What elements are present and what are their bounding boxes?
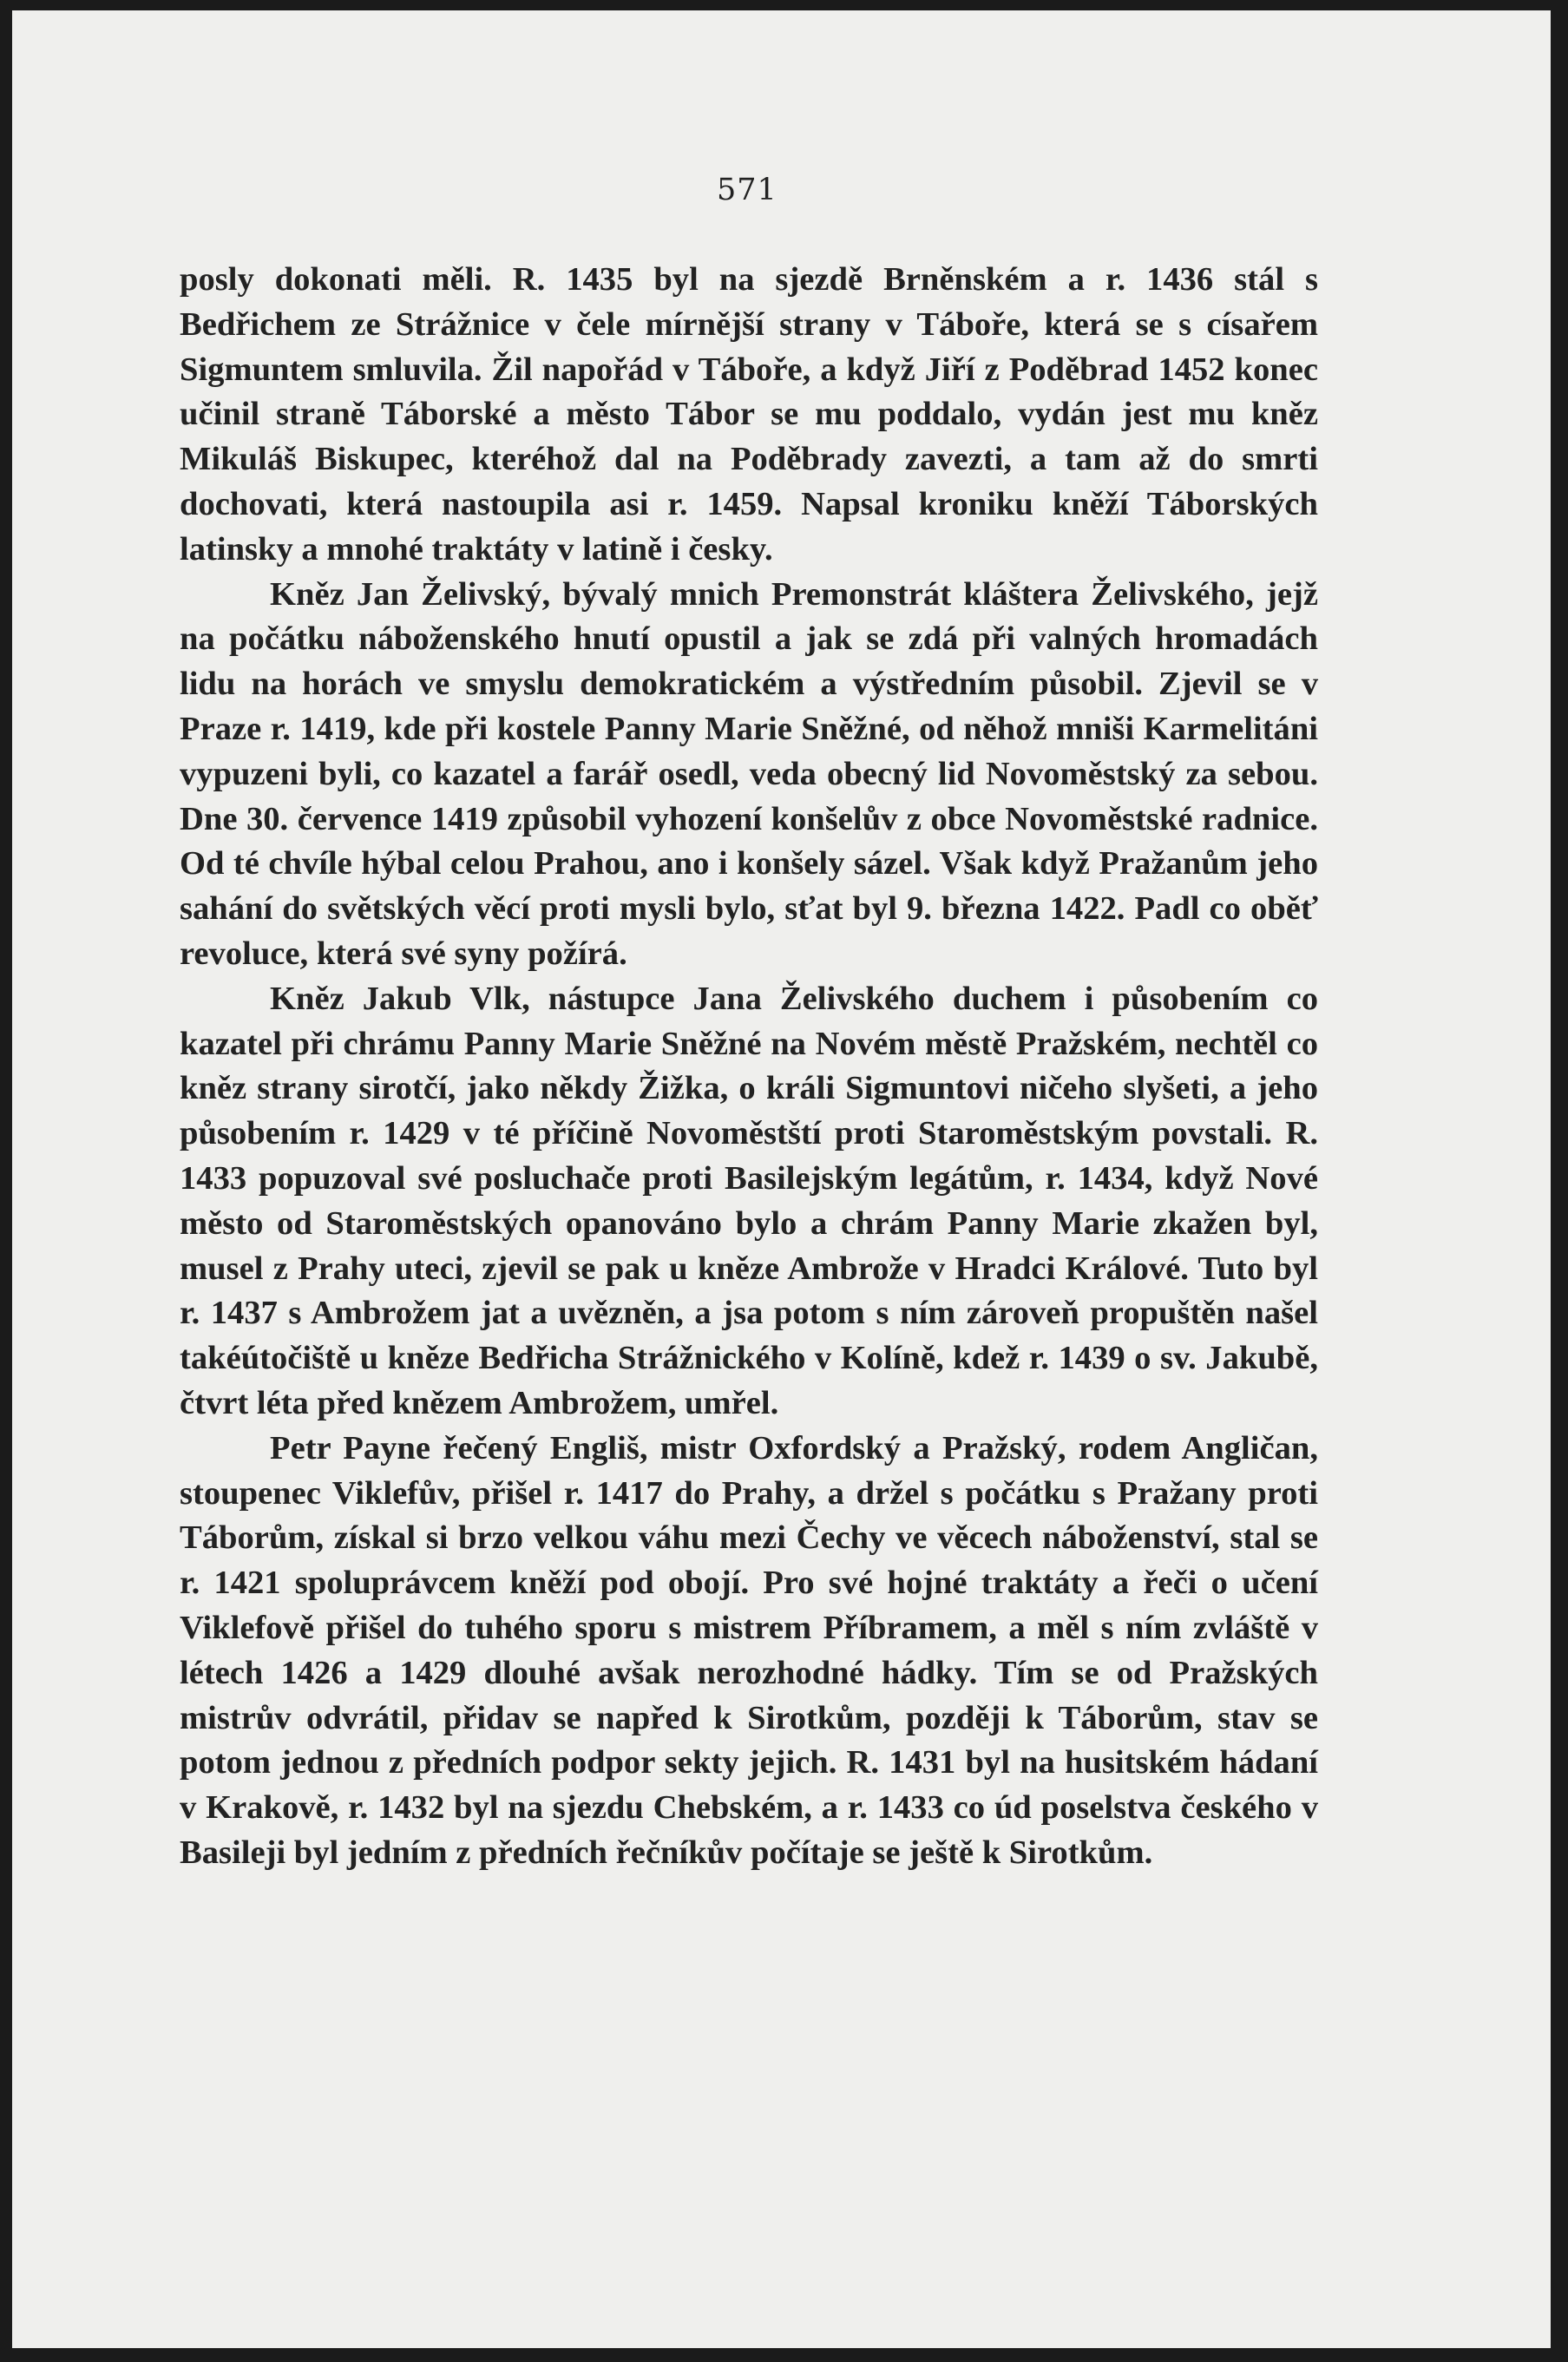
body-text [180,258,1318,1876]
paragraph-4: Petr Payne řečený Engliš, mistr Oxfordský a Pražský, rodem Angličan, stoupenec Viklefův, přišel r. 1417 do Prahy, a držel s počátku s Pražany proti Táborům, získal si brzo velkou váhu mezi Čechy ve věcech náboženství, stal se r. 1421 spoluprávcem kněží pod obojí. Pro své hojné traktáty a řeči o učení Viklefově přišel do tuhého sporu s mistrem Příbramem, a měl s ním zvláště v létech 1426 a 1429 dlouhé avšak nerozhodné hádky. Tím se od Pražských mistrův odvrátil, přidav se napřed k Sirotkům, později k Táborům, stav se potom jednou z předních podpor sekty jejich. R. 1431 byl na husitském hádaní v Krakově, r. 1432 byl na sjezdu Chebském, a r. 1433 co úd poselstva českého v Basileji byl jedním z předních řečníkův počítaje se ještě k Sirotkům. [180,1429,1318,1871]
book-page [12,10,1551,2348]
page-number: 571 [717,173,777,207]
paragraph-2: Kněz Jan Želivský, bývalý mnich Premonstrát kláštera Želivského, jejž na počátku náboženského hnutí opustil a jak se zdá při valných hromadách lidu na horách ve smyslu demokratickém a výstředním působil. Zjevil se v Praze r. 1419, kde při kostele Panny Marie Sněžné, od něhož mniši Karmelitáni vypuzeni byli, co kazatel a farář osedl, veda obecný lid Novoměstský za sebou. Dne 30. července 1419 způsobil vyhození konšelův z obce Novoměstské radnice. Od té chvíle hýbal celou Prahou, ano i konšely sázel. Však když Pražanům jeho sahání do světských věcí proti mysli bylo, sťat byl 9. března 1422. Padl co oběť revoluce, která své syny požírá. [180,575,1318,972]
paragraph-1: posly dokonati měli. R. 1435 byl na sjezdě Brněnském a r. 1436 stál s Bedřichem ze Strážnice v čele mírnější strany v Táboře, která se s císařem Sigmuntem smluvila. Žil napořád v Táboře, a když Jiří z Poděbrad 1452 konec učinil straně Táborské a město Tábor se mu poddalo, vydán jest mu kněz Mikuláš Biskupec, kteréhož dal na Poděbrady zavezti, a tam až do smrti dochovati, která nastoupila asi r. 1459. Napsal kroniku kněží Táborských latinsky a mnohé traktáty v latině i česky. [180,261,1318,568]
paragraph-3: Kněz Jakub Vlk, nástupce Jana Želivského duchem i působením co kazatel při chrámu Panny Marie Sněžné na Novém městě Pražském, nechtěl co kněz strany sirotčí, jako někdy Žižka, o králi Sigmuntovi ničeho slyšeti, a jeho působením r. 1429 v té příčině Novoměstští proti Staroměstským povstali. R. 1433 popuzoval své posluchače proti Basilejským legátům, r. 1434, když Nové město od Staroměstských opanováno bylo a chrám Panny Marie zkažen byl, musel z Prahy uteci, zjevil se pak u kněze Ambrože v Hradci Králové. Tuto byl r. 1437 s Ambrožem jat a uvězněn, a jsa potom s ním zároveň propuštěn našel takéútočiště u kněze Bedřicha Strážnického v Kolíně, kdež r. 1439 o sv. Jakubě, čtvrt léta před knězem Ambrožem, umřel. [180,980,1318,1421]
